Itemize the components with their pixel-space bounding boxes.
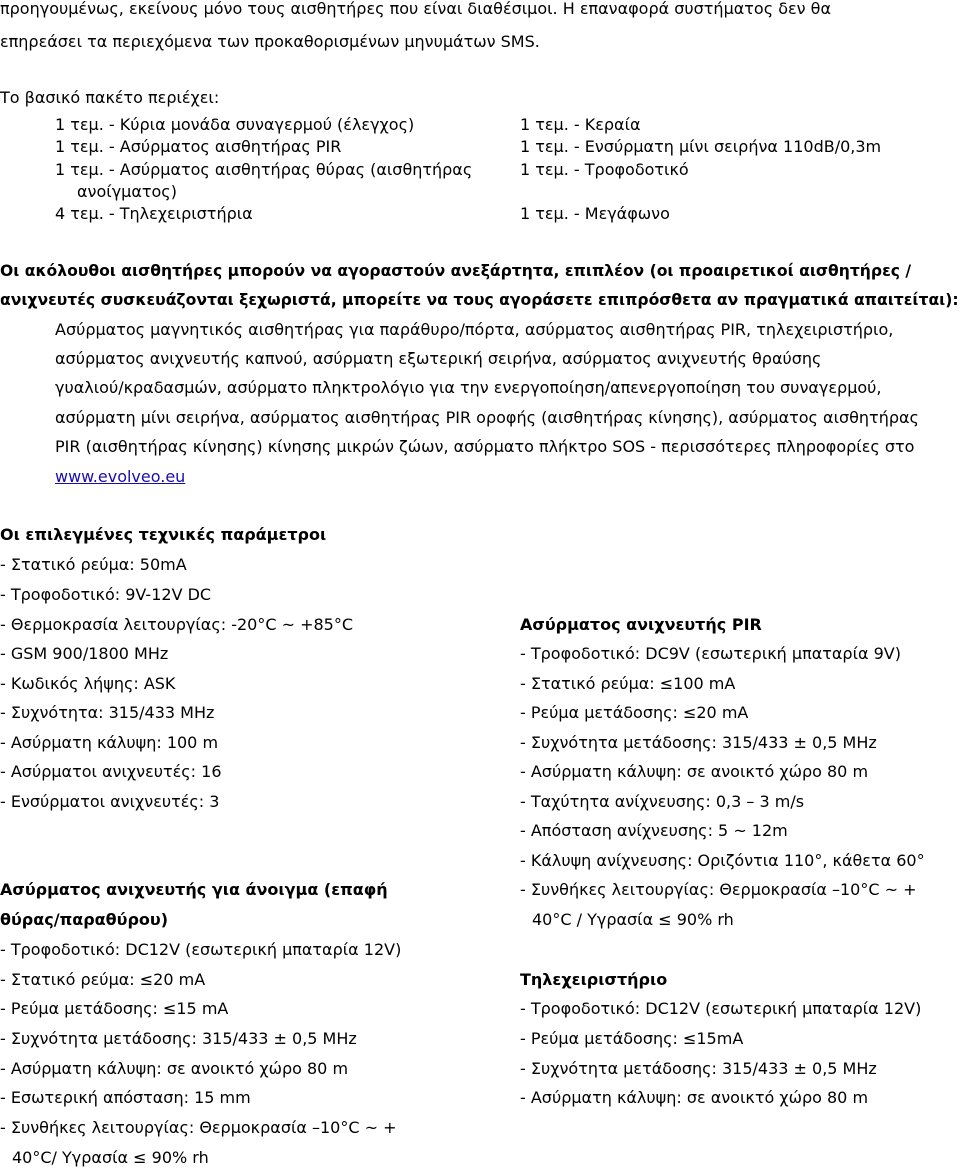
param-item: - Ενσύρματοι ανιχνευτές: 3 [0, 792, 220, 811]
pir-item: - Ρεύμα μετάδοσης: ≤20 mA [520, 703, 749, 722]
door-sensor-item: - Ρεύμα μετάδοσης: ≤15 mA [0, 999, 229, 1018]
param-item: - Ασύρματοι ανιχνευτές: 16 [0, 762, 222, 781]
optional-line: γυαλιού/κραδασμών, ασύρματο πληκτρολόγιο για την ενεργοποίηση/απενεργοποίηση του συναγερμού, [55, 378, 882, 397]
remote-item: - Ρεύμα μετάδοσης: ≤15mA [520, 1029, 744, 1048]
pir-item: - Στατικό ρεύμα: ≤100 mA [520, 674, 736, 693]
package-heading: Το βασικό πακέτο περιέχει: [0, 88, 220, 107]
pir-item: - Ασύρματη κάλυψη: σε ανοικτό χώρο 80 m [520, 762, 869, 781]
optional-heading-line-2: ανιχνευτές συσκευάζονται ξεχωριστά, μπορείτε να τους αγοράσετε επιπρόσθετα αν πραγματικά απαιτείται): [0, 291, 959, 309]
door-sensor-item: - Ασύρματη κάλυψη: σε ανοικτό χώρο 80 m [0, 1059, 349, 1078]
remote-item: - Ασύρματη κάλυψη: σε ανοικτό χώρο 80 m [520, 1088, 869, 1107]
pir-item: - Συχνότητα μετάδοσης: 315/433 ± 0,5 MHz [520, 733, 877, 752]
pir-item: - Συνθήκες λειτουργίας: Θερμοκρασία –10°C ~ + [520, 880, 917, 899]
package-item: 1 τεμ. - Τροφοδοτικό [520, 160, 689, 179]
door-sensor-item: - Συχνότητα μετάδοσης: 315/433 ± 0,5 MHz [0, 1029, 357, 1048]
door-sensor-heading-line-2: θύρας/παραθύρου) [0, 910, 169, 929]
optional-line: Ασύρματος μαγνητικός αισθητήρας για παράθυρο/πόρτα, ασύρματος αισθητήρας PIR, τηλεχειριστήριο, [55, 320, 894, 339]
param-item: - Ασύρματη κάλυψη: 100 m [0, 733, 219, 752]
param-item: - GSM 900/1800 MHz [0, 644, 169, 663]
remote-item: - Τροφοδοτικό: DC12V (εσωτερική μπαταρία 12V) [520, 999, 922, 1018]
pir-item-continuation: 40°C / Υγρασία ≤ 90% rh [532, 910, 734, 929]
intro-line-2: επηρεάσει τα περιεχόμενα των προκαθορισμένων μηνυμάτων SMS. [0, 32, 540, 51]
remote-heading: Τηλεχειριστήριο [520, 970, 668, 989]
package-item: 1 τεμ. - Ασύρματος αισθητήρας PIR [55, 137, 342, 156]
package-item: 1 τεμ. - Κεραία [520, 115, 641, 134]
pir-item: - Απόσταση ανίχνευσης: 5 ~ 12m [520, 821, 788, 840]
param-item: - Συχνότητα: 315/433 MHz [0, 703, 215, 722]
remote-item: - Συχνότητα μετάδοσης: 315/433 ± 0,5 MHz [520, 1059, 877, 1078]
optional-line: PIR (αισθητήρας κίνησης) κίνησης μικρών ζώων, ασύρματο πλήκτρο SOS - περισσότερες πληροφορίες στο [55, 437, 915, 456]
param-item: - Θερμοκρασία λειτουργίας: -20°C ~ +85°C [0, 615, 354, 634]
door-sensor-item: - Τροφοδοτικό: DC12V (εσωτερική μπαταρία 12V) [0, 940, 402, 959]
package-item: 1 τεμ. - Κύρια μονάδα συναγερμού (έλεγχος) [55, 115, 415, 134]
optional-heading-line-1: Οι ακόλουθοι αισθητήρες μπορούν να αγοραστούν ανεξάρτητα, επιπλέον (οι προαιρετικοί αισθητήρες / [0, 262, 912, 280]
params-heading: Οι επιλεγμένες τεχνικές παράμετροι [0, 525, 327, 544]
door-sensor-item: - Στατικό ρεύμα: ≤20 mA [0, 970, 206, 989]
package-item: 1 τεμ. - Μεγάφωνο [520, 204, 670, 223]
pir-heading: Ασύρματος ανιχνευτής PIR [520, 615, 762, 634]
evolveo-link[interactable]: www.evolveo.eu [55, 467, 186, 486]
pir-item: - Τροφοδοτικό: DC9V (εσωτερική μπαταρία 9V) [520, 644, 901, 663]
door-sensor-heading-line-1: Ασύρματος ανιχνευτής για άνοιγμα (επαφή [0, 880, 388, 899]
param-item: - Κωδικός λήψης: ASK [0, 674, 176, 693]
door-sensor-item: - Συνθήκες λειτουργίας: Θερμοκρασία –10°C ~ + [0, 1118, 397, 1137]
param-item: - Τροφοδοτικό: 9V-12V DC [0, 585, 212, 604]
package-item: 4 τεμ. - Τηλεχειριστήρια [55, 204, 253, 223]
optional-line: ασύρματη μίνι σειρήνα, ασύρματος αισθητήρας PIR οροφής (αισθητήρας κίνησης), ασύρματος αισθητήρας [55, 408, 919, 427]
pir-item: - Κάλυψη ανίχνευσης: Οριζόντια 110°, κάθετα 60° [520, 851, 925, 870]
param-item: - Στατικό ρεύμα: 50mA [0, 555, 187, 574]
intro-line-1: προηγουμένως, εκείνους μόνο τους αισθητήρες που είναι διαθέσιμοι. Η επαναφορά συστήματος δεν θα [0, 0, 831, 18]
package-item-continuation: ανοίγματος) [77, 182, 177, 201]
package-item: 1 τεμ. - Ασύρματος αισθητήρας θύρας (αισθητήρας [55, 160, 473, 179]
optional-line: ασύρματος ανιχνευτής καπνού, ασύρματη εξωτερική σειρήνα, ασύρματος ανιχνευτής θραύσης [55, 349, 822, 368]
pir-item: - Ταχύτητα ανίχνευσης: 0,3 – 3 m/s [520, 792, 805, 811]
door-sensor-item-continuation: 40°C/ Υγρασία ≤ 90% rh [12, 1148, 209, 1167]
package-item: 1 τεμ. - Ενσύρματη μίνι σειρήνα 110dB/0,3m [520, 137, 882, 156]
door-sensor-item: - Εσωτερική απόσταση: 15 mm [0, 1088, 251, 1107]
